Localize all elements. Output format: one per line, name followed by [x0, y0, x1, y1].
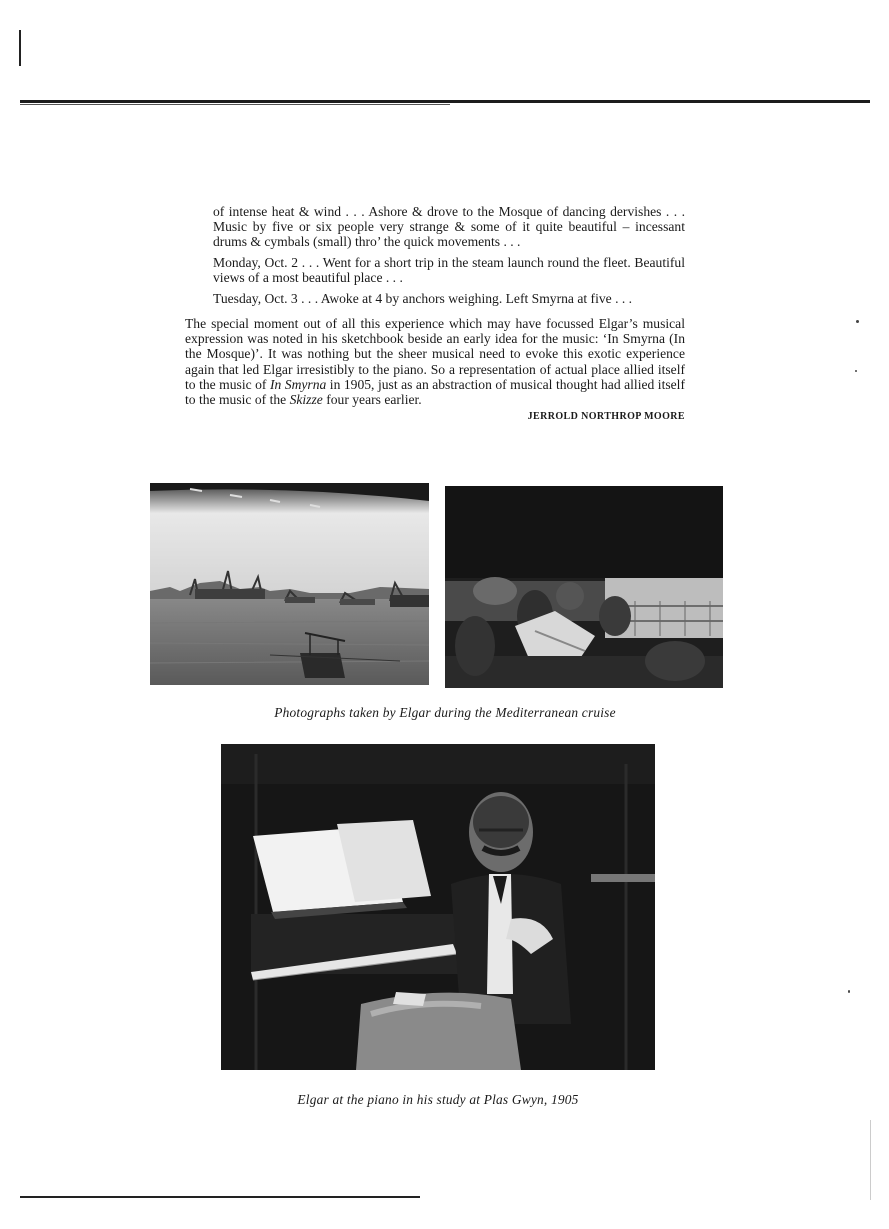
- cruise-photos-caption: Photographs taken by Elgar during the Mediterranean cruise: [274, 705, 616, 720]
- page-speck: [848, 990, 850, 993]
- piano-photo: [221, 744, 655, 1070]
- diary-entry: Monday, Oct. 2 . . . Went for a short trip in the steam launch round the fleet. Beautiful views of a most beautiful place . . .: [213, 255, 685, 285]
- bottom-rule: [20, 1196, 420, 1198]
- work-title: Skizze: [289, 392, 323, 408]
- fleet-photo: [150, 483, 429, 685]
- top-rule: [20, 100, 870, 103]
- paragraph-text: The special moment out of all this experience which may have focussed Elgar’s musical expression was noted in his sketchbook beside an early idea for the music: ‘In Smyrna (In the Mosque)’. It was nothing but the sheer musical need to evoke this exotic experience again that led Elgar irresistibly to the piano. So a representation of actual place allied itself to the music of: [185, 316, 685, 392]
- piano-photo-caption: Elgar at the piano in his study at Plas Gwyn, 1905: [297, 1092, 579, 1107]
- page-speck: [855, 370, 857, 372]
- diary-excerpt: [185, 204, 685, 306]
- top-rule-shadow: [20, 104, 450, 105]
- diary-entry: Tuesday, Oct. 3 . . . Awoke at 4 by anchors weighing. Left Smyrna at five . . .: [213, 291, 633, 306]
- paragraph: [185, 316, 685, 407]
- page-edge-mark: [19, 30, 21, 66]
- paragraph-text: four years earlier.: [322, 392, 422, 408]
- diary-entry: of intense heat & wind . . . Ashore & drove to the Mosque of dancing dervishes . . . Music by five or six people very strange & some of it quite beautiful – incessant drums & cymbals (small) thro’ the quick movements . . .: [213, 204, 685, 249]
- work-title: In Smyrna: [269, 376, 327, 392]
- page-edge-line: [870, 1120, 871, 1200]
- body-paragraph: [185, 316, 685, 407]
- article-text: [185, 204, 685, 422]
- page-speck: [856, 320, 859, 323]
- author-byline: JERROLD NORTHROP MOORE: [527, 411, 685, 423]
- deck-photo: [445, 486, 723, 688]
- paragraph-text: in 1905, just as an abstraction of musical thought had allied itself to the music of the: [185, 376, 685, 408]
